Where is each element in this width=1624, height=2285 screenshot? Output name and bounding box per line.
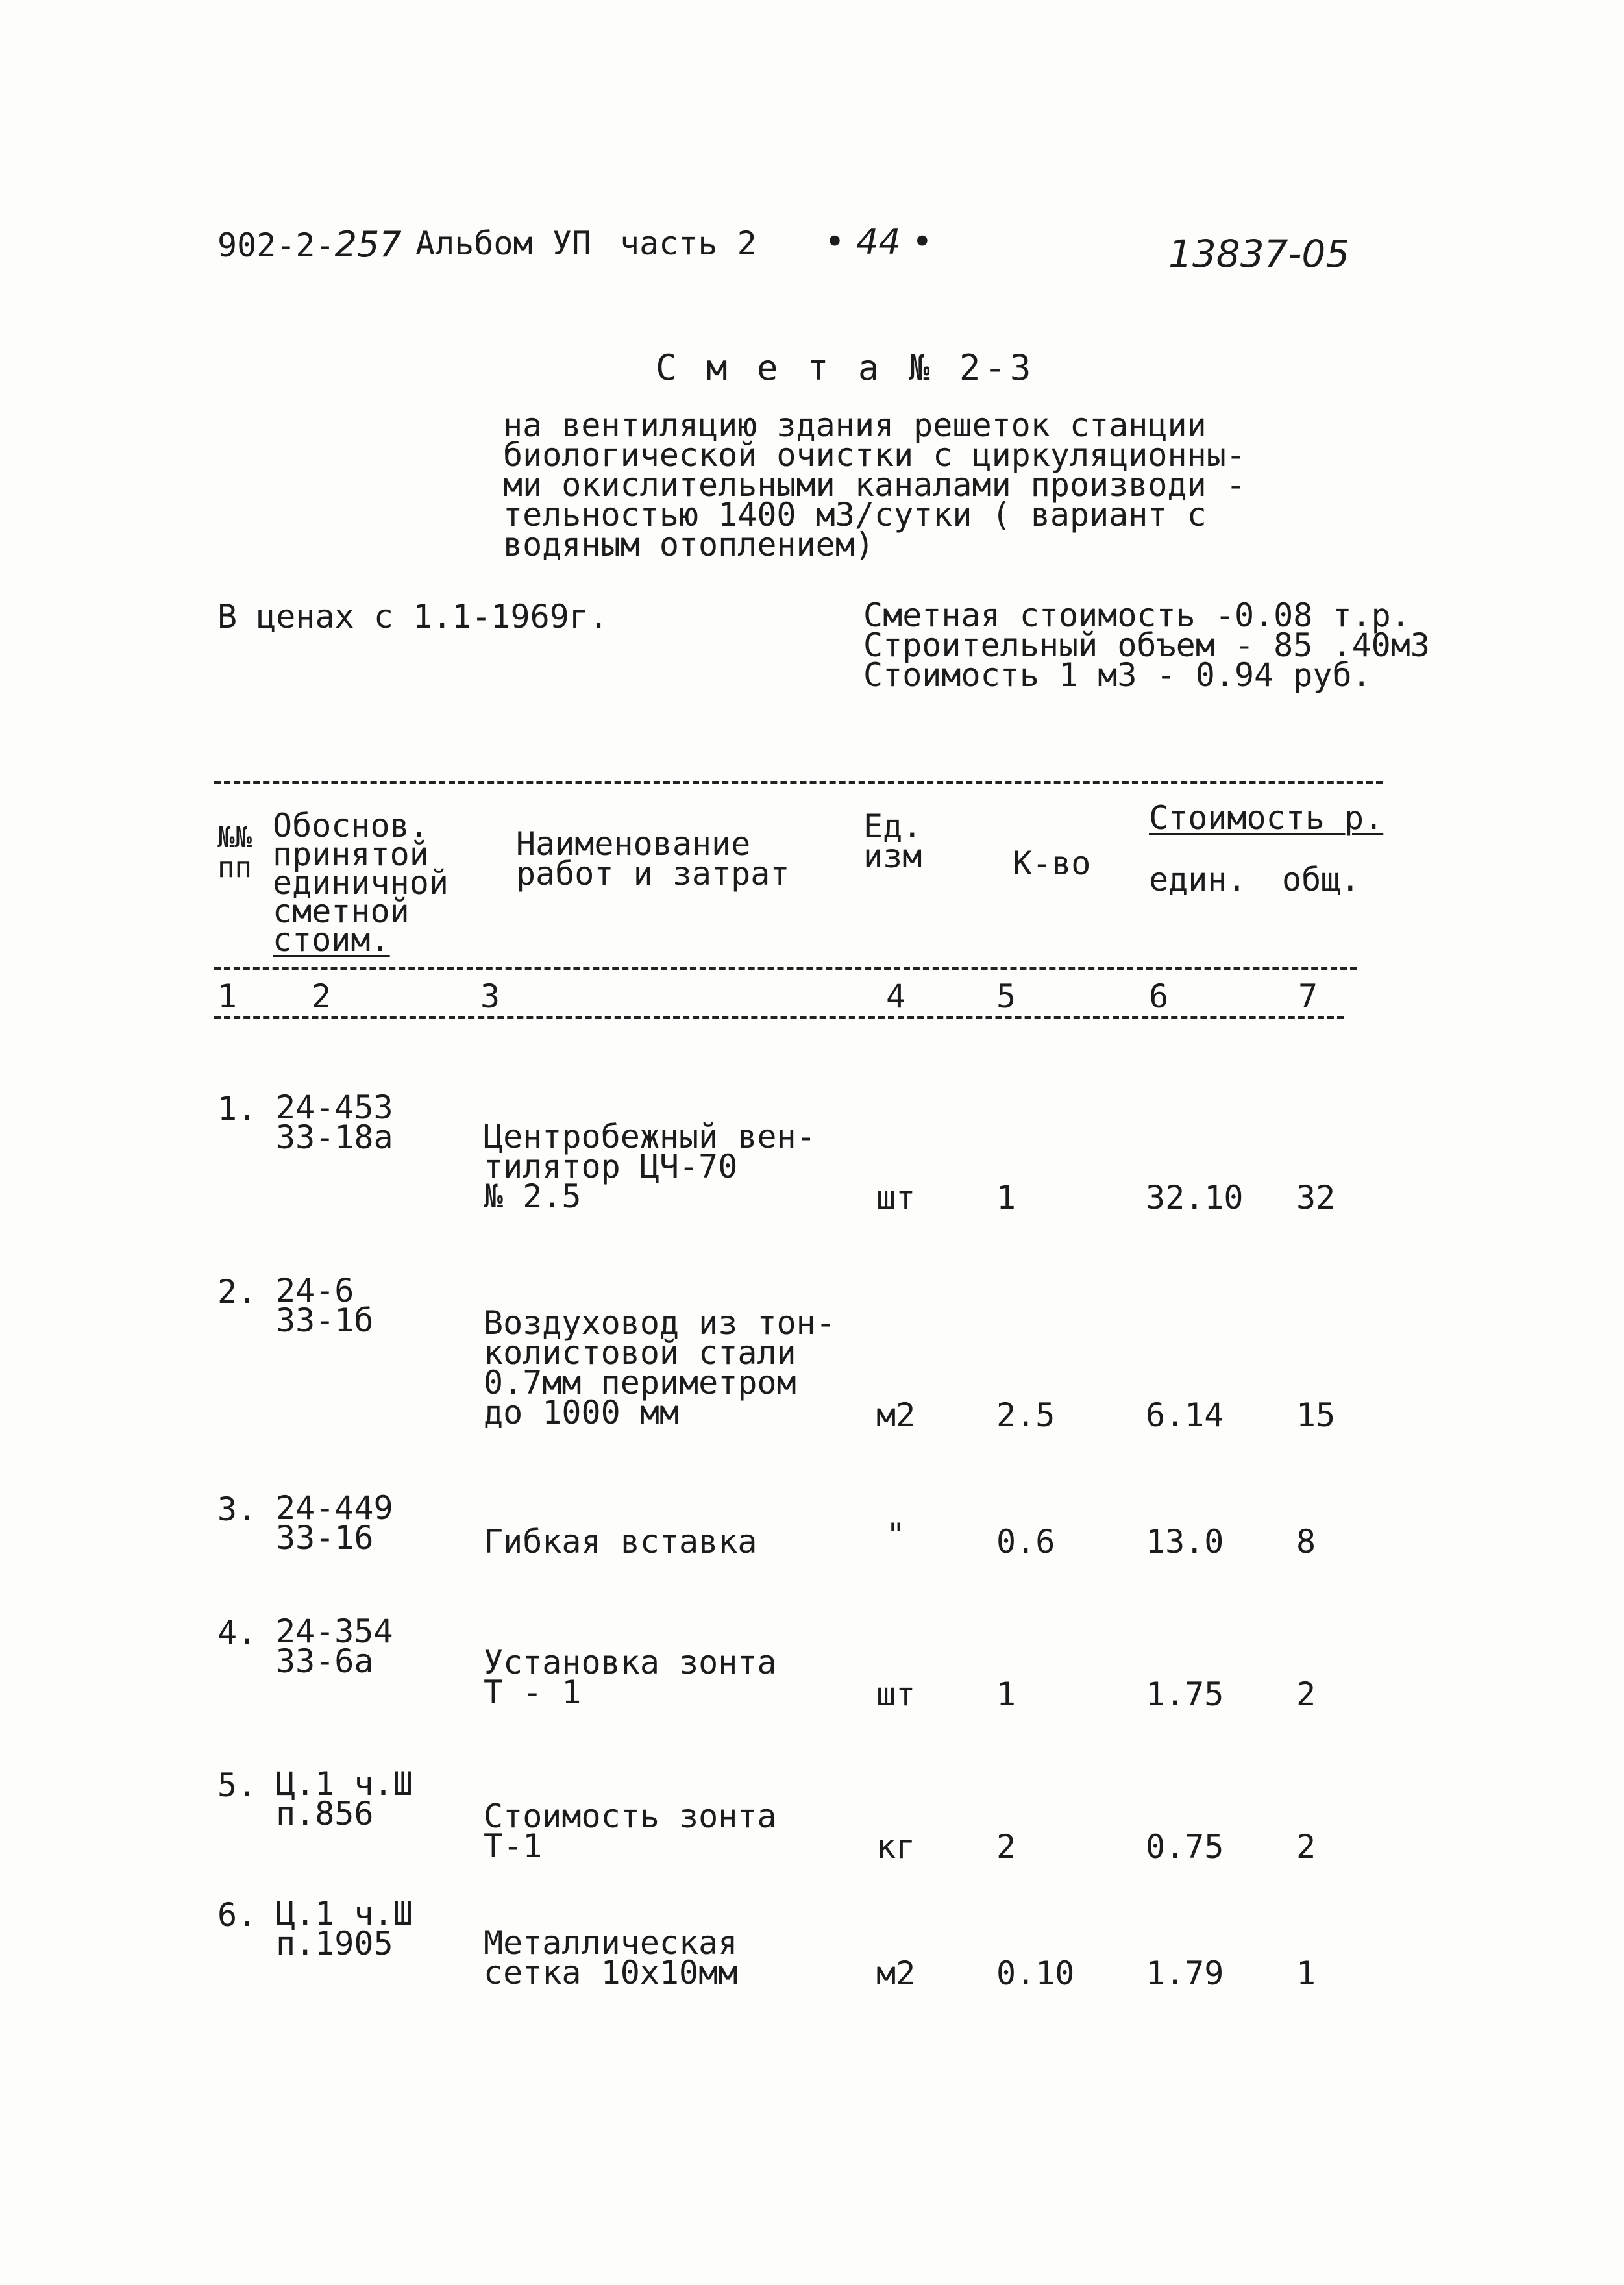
row-basis-line: 33-6а bbox=[276, 1642, 374, 1680]
row-basis bbox=[276, 1489, 393, 1557]
row-basis bbox=[276, 1612, 393, 1680]
row-unit: шт bbox=[876, 1179, 916, 1217]
row-basis bbox=[276, 1272, 374, 1339]
row-basis-line: 24-449 bbox=[276, 1489, 393, 1527]
row-name-line: Воздуховод из тон- bbox=[484, 1304, 835, 1342]
row-unit: " bbox=[886, 1516, 906, 1554]
row-number: 3. bbox=[217, 1490, 257, 1528]
row-quantity: 2 bbox=[996, 1828, 1016, 1866]
row-number: 4. bbox=[217, 1614, 257, 1651]
row-basis-line: п.856 bbox=[276, 1795, 374, 1833]
row-name-line: колистовой стали bbox=[484, 1334, 796, 1372]
page-number: • 44 • bbox=[824, 221, 933, 262]
column-number: 6 bbox=[1149, 978, 1169, 1015]
column-number: 7 bbox=[1298, 978, 1318, 1015]
header-basis-line: сметной bbox=[273, 893, 410, 930]
row-name-line: 0.7мм периметром bbox=[484, 1364, 796, 1402]
row-unit: кг bbox=[876, 1828, 916, 1866]
row-basis bbox=[276, 1765, 413, 1833]
estimated-cost: Сметная стоимость -0.08 т.р. bbox=[863, 597, 1410, 634]
header-unit bbox=[863, 808, 922, 875]
header-quantity: К-во bbox=[1013, 845, 1091, 882]
row-name bbox=[484, 1304, 835, 1431]
row-basis-line: 33-18а bbox=[276, 1118, 393, 1156]
row-number: 6. bbox=[217, 1896, 257, 1934]
row-basis-line: п.1905 bbox=[276, 1925, 393, 1962]
column-number: 2 bbox=[312, 978, 332, 1015]
row-name bbox=[484, 1797, 777, 1865]
part-label: часть 2 bbox=[620, 225, 757, 262]
header-num bbox=[217, 823, 252, 883]
row-quantity: 1 bbox=[996, 1675, 1016, 1713]
row-basis-line: 33-16 bbox=[276, 1519, 374, 1557]
header-cost-total: общ. bbox=[1282, 861, 1360, 898]
row-name-line: тилятор ЦЧ-70 bbox=[484, 1148, 738, 1185]
row-basis-line: Ц.1 ч.Ш bbox=[276, 1765, 413, 1803]
row-unit: шт bbox=[876, 1675, 916, 1713]
row-name-line: Т-1 bbox=[484, 1827, 543, 1865]
subtitle-line: ми окислительными каналами производи - bbox=[503, 466, 1246, 504]
estimate-title: С м е т а № 2-3 bbox=[656, 347, 1035, 388]
row-total-cost: 32 bbox=[1296, 1179, 1336, 1217]
header-name-line: работ и затрат bbox=[516, 855, 790, 893]
row-unit-cost: 1.79 bbox=[1146, 1955, 1224, 1992]
album-label: Альбом УП bbox=[415, 225, 591, 262]
row-basis-line: 24-453 bbox=[276, 1089, 393, 1126]
row-unit-cost: 32.10 bbox=[1146, 1179, 1244, 1217]
row-number: 5. bbox=[217, 1766, 257, 1804]
header-basis-line: единичной bbox=[273, 864, 449, 902]
header-cost-unit: един. bbox=[1149, 861, 1247, 898]
document-code-handwritten: 257 bbox=[334, 224, 402, 265]
row-unit: м2 bbox=[876, 1396, 916, 1434]
estimate-subtitle bbox=[503, 406, 1246, 563]
row-total-cost: 15 bbox=[1296, 1396, 1336, 1434]
header-unit-line: изм bbox=[863, 837, 922, 875]
row-unit-cost: 1.75 bbox=[1146, 1675, 1224, 1713]
row-basis-line: 33-1б bbox=[276, 1302, 374, 1339]
header-num-line: пп bbox=[217, 851, 252, 884]
row-total-cost: 2 bbox=[1296, 1828, 1316, 1866]
column-number-rule bbox=[214, 1016, 1344, 1019]
row-total-cost: 8 bbox=[1296, 1523, 1316, 1561]
header-name bbox=[516, 825, 790, 893]
row-number: 2. bbox=[217, 1273, 257, 1311]
subtitle-line: водяным отоплением) bbox=[503, 526, 874, 563]
header-basis-line: стоим. bbox=[273, 921, 390, 959]
row-number: 1. bbox=[217, 1090, 257, 1128]
header-name-line: Наименование bbox=[516, 825, 751, 863]
row-unit-cost: 13.0 bbox=[1146, 1523, 1224, 1561]
header-cost-group: Стоимость р. bbox=[1149, 799, 1384, 837]
subtitle-line: на вентиляцию здания решеток станции bbox=[503, 406, 1207, 444]
row-name-line: до 1000 мм bbox=[484, 1394, 680, 1431]
column-number: 3 bbox=[480, 978, 500, 1015]
column-number: 5 bbox=[996, 978, 1016, 1015]
row-quantity: 1 bbox=[996, 1179, 1016, 1217]
cost-per-m3: Стоимость 1 м3 - 0.94 руб. bbox=[863, 656, 1372, 694]
building-volume: Строительный объем - 85 .40м3 bbox=[863, 626, 1430, 664]
header-num-line: №№ bbox=[217, 821, 252, 854]
row-basis bbox=[276, 1089, 393, 1156]
column-number: 4 bbox=[886, 978, 906, 1015]
row-name-line: Металлическая bbox=[484, 1924, 738, 1962]
row-quantity: 2.5 bbox=[996, 1396, 1055, 1434]
archive-number: 13837-05 bbox=[1168, 232, 1350, 276]
subtitle-line: тельностью 1400 м3/сутки ( вариант с bbox=[503, 496, 1207, 534]
row-name-line: сетка 10х10мм bbox=[484, 1954, 738, 1992]
subtitle-line: биологической очистки с циркуляционны- bbox=[503, 436, 1246, 474]
header-unit-line: Ед. bbox=[863, 808, 922, 845]
row-basis-line: 24-6 bbox=[276, 1272, 354, 1309]
row-name-line: Центробежный вен- bbox=[484, 1118, 816, 1155]
document-code-typed: 902-2- bbox=[217, 227, 335, 264]
row-basis bbox=[276, 1895, 413, 1962]
row-basis-line: Ц.1 ч.Ш bbox=[276, 1895, 413, 1933]
header-basis bbox=[273, 807, 449, 959]
row-name-line: Установка зонта bbox=[484, 1644, 777, 1681]
row-name-line: № 2.5 bbox=[484, 1178, 582, 1215]
row-name-line: Стоимость зонта bbox=[484, 1797, 777, 1835]
row-name bbox=[484, 1644, 777, 1711]
row-total-cost: 1 bbox=[1296, 1955, 1316, 1992]
price-basis: В ценах с 1.1-1969г. bbox=[217, 598, 609, 636]
cost-summary bbox=[863, 597, 1430, 694]
row-name: Гибкая вставка bbox=[484, 1523, 757, 1561]
row-unit-cost: 6.14 bbox=[1146, 1396, 1224, 1434]
row-name bbox=[484, 1118, 816, 1215]
row-unit: м2 bbox=[876, 1955, 916, 1992]
header-basis-line: принятой bbox=[273, 835, 429, 873]
column-number: 1 bbox=[217, 978, 238, 1015]
row-basis-line: 24-354 bbox=[276, 1612, 393, 1650]
header-bottom-rule bbox=[214, 967, 1357, 970]
header-basis-line: Обоснов. bbox=[273, 807, 429, 845]
document-code bbox=[217, 224, 402, 265]
row-name-line: Т - 1 bbox=[484, 1674, 582, 1711]
row-unit-cost: 0.75 bbox=[1146, 1828, 1224, 1866]
row-quantity: 0.6 bbox=[996, 1523, 1055, 1561]
row-name bbox=[484, 1924, 738, 1992]
row-quantity: 0.10 bbox=[996, 1955, 1075, 1992]
table-top-rule bbox=[214, 781, 1383, 784]
row-total-cost: 2 bbox=[1296, 1675, 1316, 1713]
